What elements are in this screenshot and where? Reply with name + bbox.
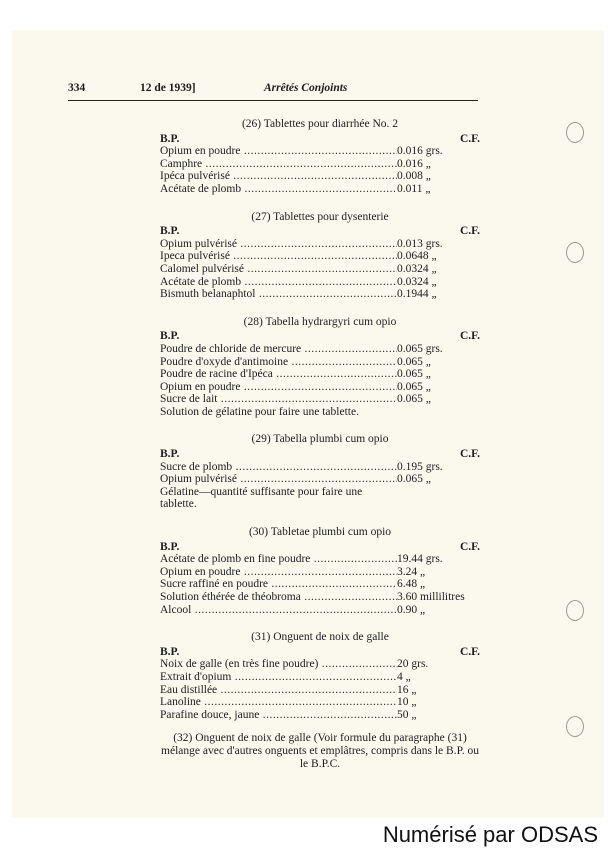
ingredient-quantity: 0.013 grs. — [397, 237, 443, 250]
section-title: (29) Tabella plumbi cum opio — [251, 433, 389, 446]
ingredient-name: Opium en poudre ..... — [160, 381, 397, 394]
ingredient-row — [160, 158, 480, 171]
ingredient-name: Poudre de racine d'Ipéca ..... — [160, 368, 397, 381]
binder-hole — [566, 122, 584, 143]
ingredient-name: Poudre d'oxyde d'antimoine ..... — [160, 356, 397, 369]
ingredient-quantity: 0.1944 „ — [397, 288, 437, 301]
recipe-section — [160, 433, 480, 511]
ingredient-name: Sucre de plomb ..... — [160, 461, 397, 474]
ingredient-quantity: 0.065 „ — [397, 368, 431, 381]
ingredient-quantity: 3.60 millilitres — [397, 591, 465, 603]
section-title: (31) Onguent de noix de galle — [251, 631, 389, 644]
ingredient-row — [160, 696, 480, 709]
ingredient-quantity: 19.44 grs. — [397, 553, 443, 566]
ingredient-row — [160, 393, 480, 406]
ingredient-name: Opium en poudre ..... — [160, 145, 397, 158]
cf-label: C.F. — [459, 540, 480, 553]
ingredient-row — [160, 709, 480, 722]
ingredient-name: Poudre de chloride de mercure ..... — [160, 343, 397, 356]
ingredient-row — [160, 684, 480, 697]
pharmacopoeia-labels — [160, 448, 480, 461]
ingredient-quantity: 0.0324 „ — [397, 262, 437, 275]
section-title: (26) Tablettes pour diarrhée No. 2 — [241, 118, 399, 130]
ingredient-row — [160, 343, 480, 356]
ingredient-row — [160, 145, 480, 158]
ingredient-quantity: 0.065 „ — [397, 473, 431, 486]
ingredient-row — [160, 671, 480, 684]
ingredient-quantity: 20 grs. — [397, 658, 429, 671]
recipe-list — [160, 118, 480, 770]
ingredient-row — [160, 566, 480, 579]
ingredient-row — [160, 250, 480, 263]
section-title: (27) Tablettes pour dysenterie — [251, 210, 389, 223]
binder-hole — [566, 242, 584, 263]
ingredient-name: Opium pulvérisé ..... — [160, 238, 397, 251]
recipe-section — [160, 118, 480, 196]
bp-label: B.P. — [160, 132, 180, 145]
ingredient-name: Acétate de plomb ..... — [160, 276, 397, 289]
cf-label: C.F. — [459, 448, 480, 461]
bp-label: B.P. — [160, 540, 180, 553]
bp-label: B.P. — [160, 645, 180, 658]
ingredient-row — [160, 288, 480, 301]
ingredient-quantity: 0.065 grs. — [397, 342, 443, 355]
ingredient-quantity: 0.90 „ — [397, 603, 426, 616]
ingredient-quantity: 6.48 „ — [397, 578, 426, 591]
recipe-section — [160, 316, 480, 419]
ingredient-quantity: 0.065 „ — [397, 393, 431, 406]
pharmacopoeia-labels — [160, 541, 480, 554]
ingredient-name: Lanoline ..... — [160, 696, 397, 709]
ingredient-row — [160, 356, 480, 369]
section-title: (30) Tabletae plumbi cum opio — [248, 526, 392, 539]
ingredient-name: Parafine douce, jaune ..... — [160, 709, 397, 722]
preparation-note: Solution de gélatine pour faire une tablette. — [160, 405, 359, 418]
cf-label: C.F. — [459, 225, 480, 238]
page-number: 334 — [68, 82, 86, 94]
ingredient-name: Ipéca pulvérisé ..... — [160, 170, 397, 183]
ingredient-row — [160, 170, 480, 183]
ingredient-quantity: 0.0648 „ — [397, 250, 437, 263]
pharmacopoeia-labels — [160, 646, 480, 659]
pharmacopoeia-labels — [160, 330, 480, 343]
ingredient-quantity: 0.065 „ — [397, 355, 431, 368]
bp-label: B.P. — [160, 225, 180, 238]
ingredient-row — [160, 263, 480, 276]
cf-label: C.F. — [459, 645, 480, 658]
ingredient-row — [160, 578, 480, 591]
ingredient-name: Ipeca pulvérisé ..... — [160, 250, 397, 263]
ingredient-row — [160, 183, 480, 196]
ingredient-quantity: 4 „ — [397, 670, 411, 683]
cf-label: C.F. — [459, 330, 480, 343]
ingredient-quantity: 0.0324 „ — [397, 275, 437, 288]
ingredient-name: Acétate de plomb en fine poudre ..... — [160, 553, 397, 566]
ingredient-quantity: 50 „ — [397, 708, 417, 721]
ingredient-name: Alcool ..... — [160, 604, 397, 617]
ingredient-row — [160, 461, 480, 474]
ingredient-quantity: 0.016 grs. — [397, 145, 443, 158]
bp-label: B.P. — [160, 448, 180, 461]
digitization-watermark: Numérisé par ODSAS — [382, 822, 598, 847]
ingredient-name: Sucre raffiné en poudre ..... — [160, 578, 397, 591]
ingredient-quantity: 0.016 „ — [397, 157, 431, 170]
cf-label: C.F. — [459, 132, 480, 145]
ingredient-quantity: 10 „ — [397, 696, 417, 709]
binder-hole — [566, 600, 584, 621]
final-paragraph: (32) Onguent de noix de galle (Voir formule du paragraphe (31) mélange avec d'autres onguents et emplâtres, compris dans le B.P. ou le B.P.C. — [161, 732, 479, 770]
section-title: (28) Tabella hydrargyri cum opio — [243, 315, 397, 328]
ingredient-row — [160, 591, 480, 604]
ingredient-name: Eau distillée ..... — [160, 684, 397, 697]
preparation-note: Gélatine—quantité suffisante pour faire une tablette. — [160, 485, 363, 511]
ingredient-row — [160, 368, 480, 381]
header-date: 12 de 1939] — [140, 82, 196, 94]
pharmacopoeia-labels — [160, 133, 480, 146]
ingredient-name: Extrait d'opium ..... — [160, 671, 397, 684]
ingredient-name: Opium en poudre ..... — [160, 566, 397, 579]
ingredient-row — [160, 238, 480, 251]
ingredient-name: Bismuth belanaphtol ..... — [160, 288, 397, 301]
ingredient-name: Solution éthérée de théobroma ..... — [160, 591, 397, 604]
ingredient-quantity: 0.065 „ — [397, 380, 431, 393]
ingredient-quantity: 0.011 „ — [397, 182, 431, 195]
ingredient-row — [160, 276, 480, 289]
ingredient-quantity: 3.24 „ — [397, 565, 426, 578]
ingredient-row — [160, 604, 480, 617]
ingredient-row — [160, 473, 480, 486]
ingredient-quantity: 0.195 grs. — [397, 460, 443, 473]
recipe-section — [160, 211, 480, 301]
ingredient-name: Noix de galle (en très fine poudre) ..... — [160, 658, 397, 671]
ingredient-row — [160, 553, 480, 566]
page-header — [68, 80, 478, 101]
recipe-section — [160, 631, 480, 721]
ingredient-quantity: 16 „ — [397, 683, 417, 696]
ingredient-name: Camphre ..... — [160, 158, 397, 171]
recipe-section — [160, 526, 480, 616]
ingredient-row — [160, 381, 480, 394]
binder-hole — [566, 716, 584, 737]
ingredient-name: Sucre de lait ..... — [160, 393, 397, 406]
ingredient-name: Calomel pulvérisé ..... — [160, 263, 397, 276]
ingredient-name: Acétate de plomb ..... — [160, 183, 397, 196]
ingredient-name: Opium pulvérisé ..... — [160, 473, 397, 486]
ingredient-row — [160, 658, 480, 671]
pharmacopoeia-labels — [160, 225, 480, 238]
page-title: Arrêtés Conjoints — [264, 82, 348, 94]
bp-label: B.P. — [160, 330, 180, 343]
ingredient-quantity: 0.008 „ — [397, 170, 431, 183]
